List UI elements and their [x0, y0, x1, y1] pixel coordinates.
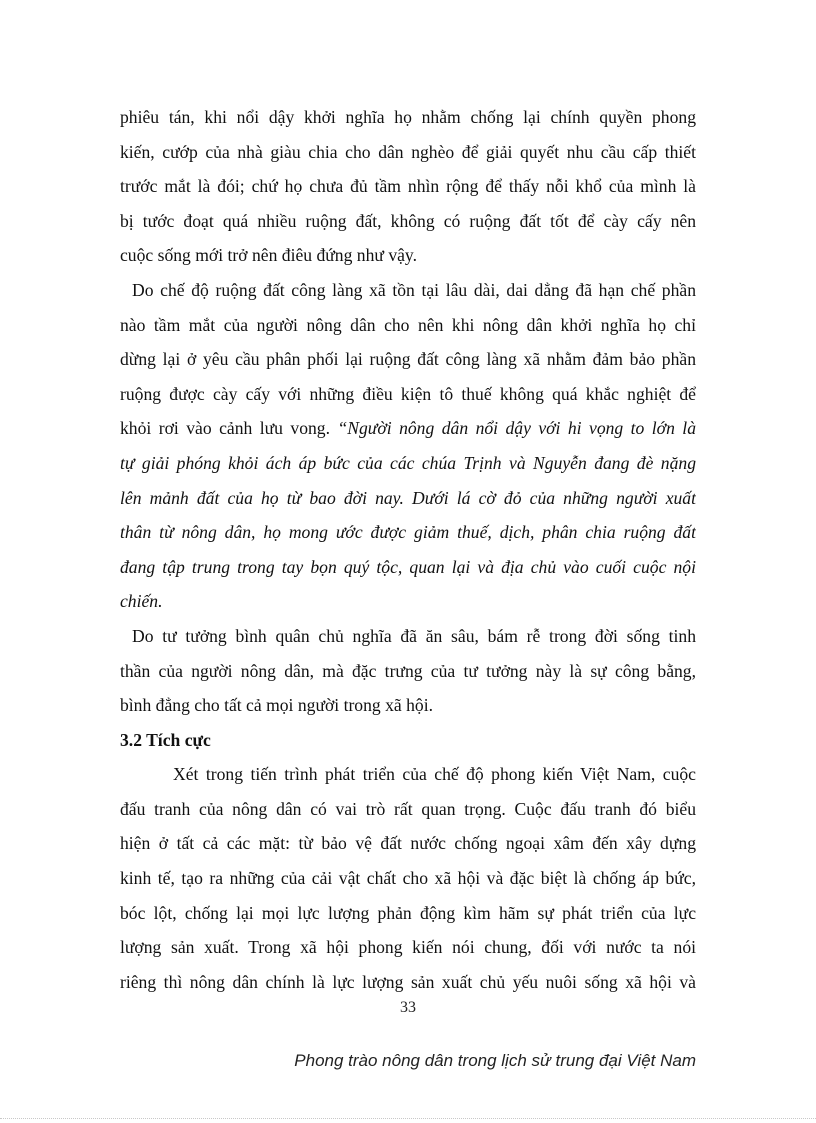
text-line: phiêu tán, khi nổi dậy khởi nghĩa họ nhằm chống lại chính quyền phong [120, 107, 696, 127]
text-line: kinh tế, tạo ra những của cải vật chất cho xã hội và đặc biệt là chống áp bức, [120, 868, 696, 889]
text-line: nào tầm mắt của người nông dân cho nên khi nông dân khởi nghĩa họ chỉ [120, 314, 696, 335]
text-line: lượng sản xuất. Trong xã hội phong kiến nói chung, đối với nước ta nói [120, 937, 696, 958]
text-line: Xét trong tiến trình phát triển của chế độ phong kiến Việt Nam, cuộc [173, 764, 696, 785]
body-text [120, 100, 696, 999]
quote-line: chiến. [120, 591, 163, 612]
text-line: ruộng được cày cấy với những điều kiện tô thuế không quá khắc nghiệt để [120, 383, 696, 404]
text-line [120, 411, 696, 446]
text-line: kiến, cướp của nhà giàu chia cho dân nghèo để giải quyết nhu cầu cấp thiết [120, 141, 696, 162]
footer-divider [0, 1118, 816, 1119]
text-line: dừng lại ở yêu cầu phân phối lại ruộng đất công làng xã nhằm đảm bảo phần [120, 349, 696, 370]
text-segment: khỏi rơi vào cảnh lưu vong. [120, 418, 330, 439]
text-line: cuộc sống mới trở nên điêu đứng như vậy. [120, 245, 417, 266]
text-line: bóc lột, chống lại mọi lực lượng phản động kìm hãm sự phát triển của lực [120, 902, 696, 923]
section-heading: 3.2 Tích cực [120, 729, 211, 750]
quote-segment: “Người nông dân nổi dậy với hi vọng to lớn là [337, 418, 696, 439]
text-line: hiện ở tất cả các mặt: từ bảo vệ đất nước chống ngoại xâm đến xây dựng [120, 833, 696, 854]
text-line: thần của người nông dân, mà đặc trưng của tư tưởng này là sự công bằng, [120, 660, 696, 681]
text-line: bình đẳng cho tất cả mọi người trong xã hội. [120, 695, 433, 716]
quote-line: tự giải phóng khỏi ách áp bức của các chúa Trịnh và Nguyễn đang đè nặng [120, 452, 696, 473]
quote-line: đang tập trung trong tay bọn quý tộc, quan lại và địa chủ vào cuối cuộc nội [120, 556, 696, 577]
running-footer: Phong trào nông dân trong lịch sử trung đại Việt Nam [294, 1051, 696, 1070]
text-line: đấu tranh của nông dân có vai trò rất quan trọng. Cuộc đấu tranh đó biểu [120, 798, 696, 819]
quote-line: lên mảnh đất của họ từ bao đời nay. Dưới lá cờ đỏ của những người xuất [120, 487, 696, 508]
text-line: riêng thì nông dân chính là lực lượng sản xuất chủ yếu nuôi sống xã hội và [120, 971, 696, 992]
text-line: bị tước đoạt quá nhiều ruộng đất, không có ruộng đất tốt để cày cấy nên [120, 210, 696, 231]
text-line: Do chế độ ruộng đất công làng xã tồn tại lâu dài, dai dẳng đã hạn chế phần [132, 279, 696, 300]
page-number: 33 [400, 999, 416, 1016]
quote-line: thân từ nông dân, họ mong ước được giảm thuế, dịch, phân chia ruộng đất [120, 522, 696, 543]
text-line: trước mắt là đói; chứ họ chưa đủ tầm nhìn rộng để thấy nỗi khổ của mình là [120, 176, 696, 197]
text-line: Do tư tưởng bình quân chủ nghĩa đã ăn sâu, bám rễ trong đời sống tinh [132, 625, 696, 646]
